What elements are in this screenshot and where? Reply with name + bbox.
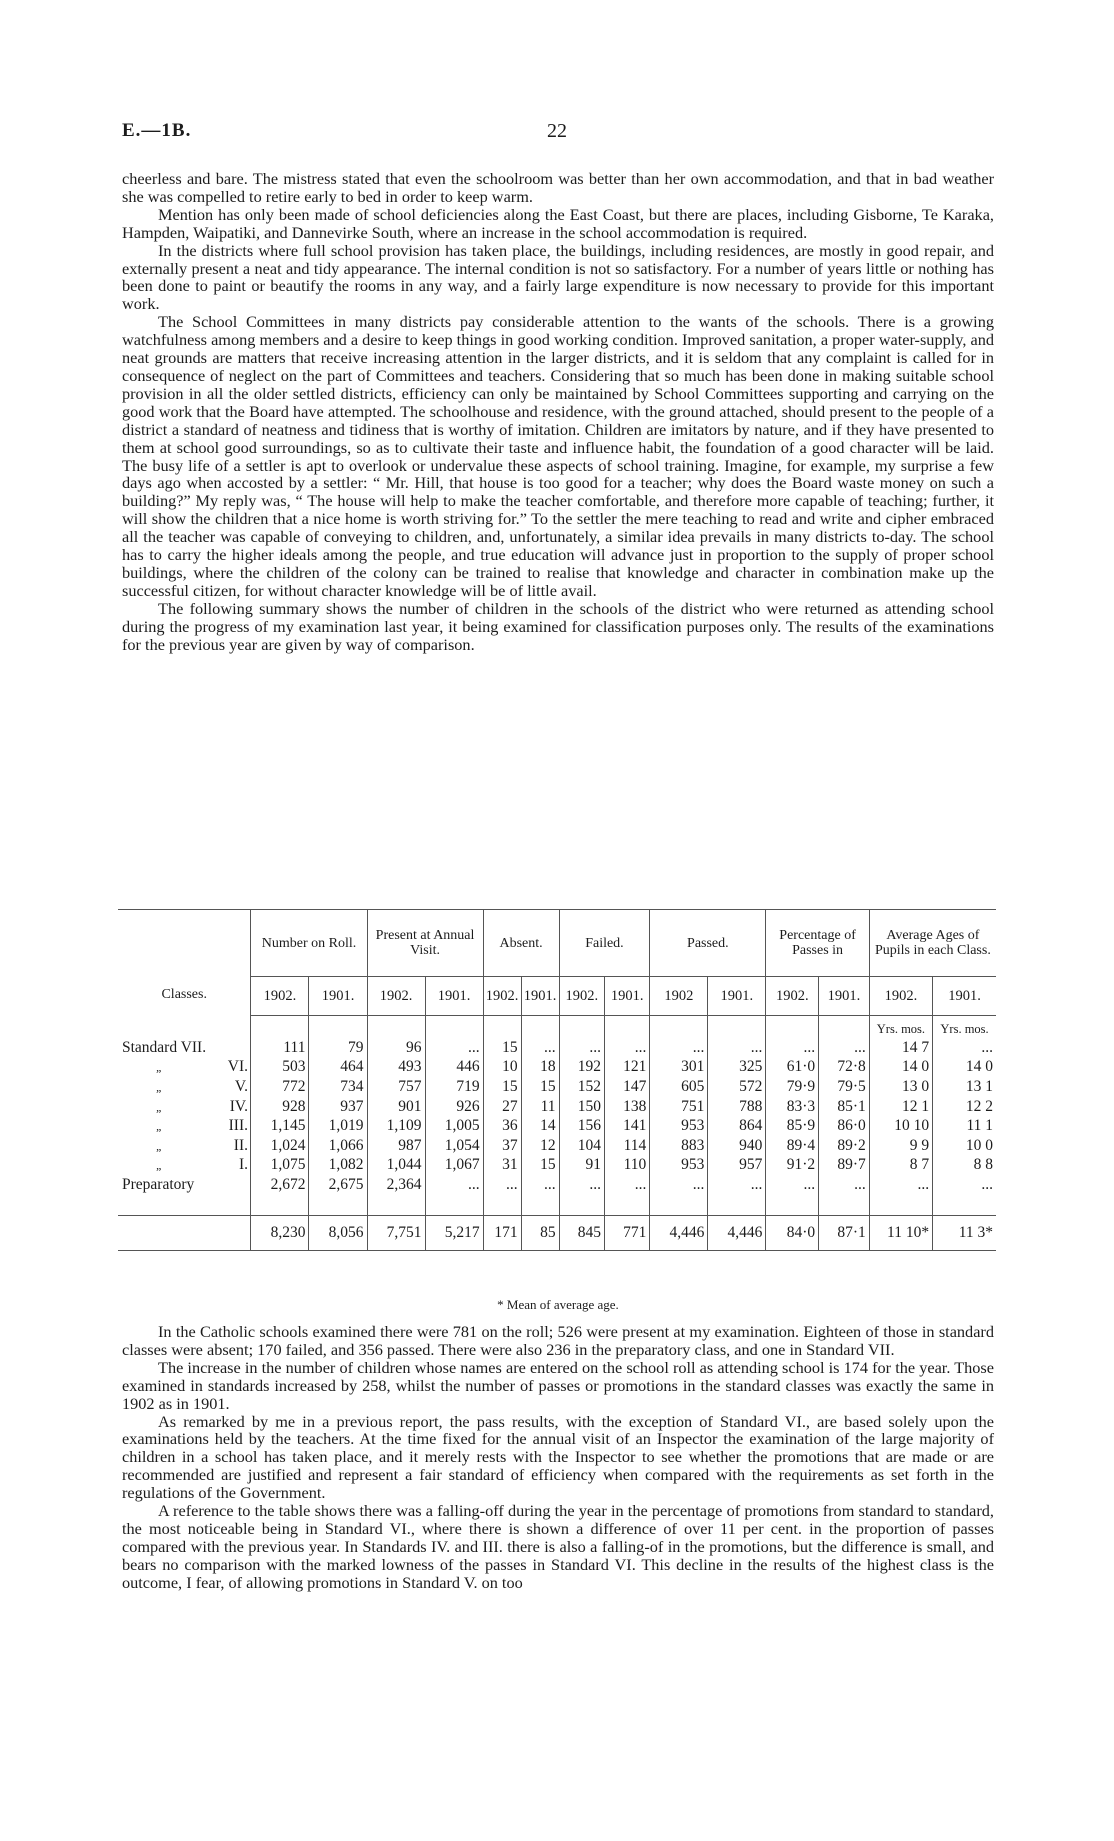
table-cell: 883 (650, 1136, 708, 1156)
paragraph: In the districts where full school provision has taken place, the buildings, including residences, are mostly in good repair, and externally present a neat and tidy appearance. The internal condition is not so satisfactory. For a number of years little or nothing has been done to paint or beautify the rooms in any way, and a fairly large expenditure is now necessary to provide for this important work. (122, 240, 994, 314)
year-header: 1902. (766, 977, 819, 1016)
table-cell: 1,066 (309, 1136, 367, 1156)
class-name: Preparatory (122, 1175, 195, 1193)
class-name: III. (228, 1117, 248, 1135)
summary-table-container (118, 909, 996, 1251)
total-cell: 5,217 (425, 1215, 483, 1250)
table-cell: 14 7 (869, 1038, 932, 1058)
table-cell: 11 1 (933, 1116, 996, 1136)
total-cell: 771 (604, 1215, 649, 1250)
paragraph: Mention has only been made of school deficiencies along the East Coast, but there are places, including Gisborne, Te Karaka, Hampden, Waipatiki, and Dannevirke South, where an increase in the school accommodation is required. (122, 204, 994, 242)
table-cell: 572 (708, 1077, 766, 1097)
year-header: 1901. (425, 977, 483, 1016)
table-cell: 937 (309, 1097, 367, 1117)
class-name: II. (233, 1136, 248, 1154)
table-cell: 8 7 (869, 1156, 932, 1176)
table-cell: 89·2 (819, 1136, 870, 1156)
paragraph: The following summary shows the number of children in the schools of the district who were returned as attending school during the progress of my examination last year, it being examined for classification purposes only. The results of the examinations for the previous year are given by way of comparison. (122, 598, 994, 654)
table-cell: 757 (367, 1077, 425, 1097)
table-cell: 91 (559, 1156, 604, 1176)
table-cell: 36 (483, 1116, 521, 1136)
table-cell: 1,082 (309, 1156, 367, 1176)
year-header: 1901. (521, 977, 559, 1016)
body-text-top (122, 170, 994, 653)
table-cell: 14 0 (933, 1058, 996, 1078)
table-cell: 15 (483, 1038, 521, 1058)
table-cell: 1,145 (251, 1116, 309, 1136)
table-cell: ... (869, 1175, 932, 1195)
total-cell: 4,446 (708, 1215, 766, 1250)
paragraph: The increase in the number of children whose names are entered on the school roll as attending school is 174 for the year. Those examined in standards increased by 258, whilst the number of passes or promotions in the standard classes was exactly the same in 1902 as in 1901. (122, 1357, 994, 1413)
table-cell: 772 (251, 1077, 309, 1097)
table-cell: 27 (483, 1097, 521, 1117)
table-cell: 147 (604, 1077, 649, 1097)
table-cell: 301 (650, 1058, 708, 1078)
table-cell: 325 (708, 1058, 766, 1078)
table-cell: 9 9 (869, 1136, 932, 1156)
total-cell: 11 3* (933, 1215, 996, 1250)
ditto-mark: „ (156, 1060, 163, 1075)
table-cell: 79·5 (819, 1077, 870, 1097)
table-cell: 152 (559, 1077, 604, 1097)
total-cell: 84·0 (766, 1215, 819, 1250)
paragraph: The School Committees in many districts pay considerable attention to the wants of the schools. There is a growing watchfulness among members and a desire to keep things in good working condition. Improved sanitation, a proper water-supply, and neat grounds are matters that receive increasing attention in the larger districts, and it is seldom that any complaint is called for in consequence of neglect on the part of Committees and teachers. Considering that so much has been done in making suitable school provision in all the older settled districts, efficiency can only be maintained by School Committees supporting and carrying on the good work that the Board have attempted. The schoolhouse and residence, with the ground attached, should present to the people of a district a standard of neatness and tidiness that is worthy of imitation. Children are imitators by nature, and if they have presented to them at school good surroundings, so as to cultivate their taste and influence habit, the foundation of a good character will be laid. The busy life of a settler is apt to overlook or undervalue these aspects of school training. Imagine, for example, my surprise a few days ago when accosted by a settler: “ Mr. Hill, that house is too good for a teacher; why does the Board waste money on such a building?” My reply was, “ The house will help to make the teacher comfortable, and therefore more capable of teaching; further, it will show the children that a nice home is worth striving for.” To the settler the mere teaching to read and write and cipher embraced all the teacher was capable of conveying to children, and, unfortunately, a similar idea prevails in many districts to-day. The school has to carry the higher ideals among the people, and true education will advance just in proportion to the supply of proper school buildings, where the children of the colony can be trained to realise that knowledge and character in combination make up the successful citizen, for without character knowledge will be of little avail. (122, 312, 994, 600)
year-header: 1901. (708, 977, 766, 1016)
table-cell: 86·0 (819, 1116, 870, 1136)
table-cell: ... (604, 1038, 649, 1058)
table-cell: 15 (521, 1156, 559, 1176)
table-cell: 987 (367, 1136, 425, 1156)
table-cell: 8 8 (933, 1156, 996, 1176)
table-cell: ... (425, 1175, 483, 1195)
paragraph: A reference to the table shows there was a falling-off during the year in the percentage of promotions from standard to standard, the most noticeable being in Standard VI., where there is shown a difference of over 11 per cent. in the proportion of passes compared with the previous year. In Standards IV. and III. there is also a falling-of in the promotions, but the difference is small, and bears no comparison with the marked lowness of the passes in Standard VI. This decline in the results of the highest class is the outcome, I fear, of allowing promotions in Standard V. on too (122, 1501, 994, 1592)
table-cell: 192 (559, 1058, 604, 1078)
table-cell: 61·0 (766, 1058, 819, 1078)
totals-row (118, 1215, 996, 1250)
year-header: 1902. (483, 977, 521, 1016)
class-name: IV. (229, 1097, 248, 1115)
table-body (118, 1016, 996, 1251)
table-cell: 2,364 (367, 1175, 425, 1195)
header-passed: Passed. (650, 910, 766, 977)
table-cell: 15 (483, 1077, 521, 1097)
age-units-1902: Yrs. mos. (869, 1016, 932, 1039)
table-footnote: * Mean of average age. (497, 1297, 619, 1312)
total-cell: 87·1 (819, 1215, 870, 1250)
table-cell: 446 (425, 1058, 483, 1078)
table-cell: 751 (650, 1097, 708, 1117)
table-cell: 31 (483, 1156, 521, 1176)
page-header (122, 120, 992, 144)
table-row (118, 1156, 996, 1176)
ditto-mark: „ (156, 1138, 163, 1153)
spacer-row (118, 1195, 996, 1216)
total-cell: 8,230 (251, 1215, 309, 1250)
class-label (118, 1058, 251, 1078)
table-cell: 85·1 (819, 1097, 870, 1117)
table-cell: 156 (559, 1116, 604, 1136)
table-cell: 13 0 (869, 1077, 932, 1097)
year-header: 1902. (869, 977, 932, 1016)
page-number: 22 (547, 120, 567, 142)
table-row (118, 1116, 996, 1136)
table-cell: 10 (483, 1058, 521, 1078)
table-cell: 114 (604, 1136, 649, 1156)
table-cell: 940 (708, 1136, 766, 1156)
header-percentage: Percentage of Passes in (766, 910, 869, 977)
table-cell: ... (819, 1038, 870, 1058)
year-header: 1902. (367, 977, 425, 1016)
class-name: I. (238, 1156, 248, 1174)
body-text-bottom (122, 1323, 994, 1592)
table-cell: 14 (521, 1116, 559, 1136)
table-row (118, 1058, 996, 1078)
header-roll: Number on Roll. (251, 910, 367, 977)
header-absent: Absent. (483, 910, 559, 977)
table-cell: ... (766, 1038, 819, 1058)
age-units-1901: Yrs. mos. (933, 1016, 996, 1039)
table-cell: ... (650, 1038, 708, 1058)
table-cell: 15 (521, 1077, 559, 1097)
ditto-mark: „ (156, 1099, 163, 1114)
table-cell: 1,005 (425, 1116, 483, 1136)
paragraph: cheerless and bare. The mistress stated that even the schoolroom was better than her own accommodation, and that in bad weather she was compelled to retire early to bed in order to keep warm. (122, 169, 994, 206)
table-row (118, 1097, 996, 1117)
table-cell: 957 (708, 1156, 766, 1176)
table-cell: 1,067 (425, 1156, 483, 1176)
table-cell: 37 (483, 1136, 521, 1156)
table-cell: 928 (251, 1097, 309, 1117)
table-cell: 10 10 (869, 1116, 932, 1136)
year-header: 1901. (819, 977, 870, 1016)
table-cell: 464 (309, 1058, 367, 1078)
table-cell: 2,675 (309, 1175, 367, 1195)
total-cell: 845 (559, 1215, 604, 1250)
ditto-mark: „ (156, 1119, 163, 1134)
table-cell: 72·8 (819, 1058, 870, 1078)
table-cell: 926 (425, 1097, 483, 1117)
table-cell: 1,054 (425, 1136, 483, 1156)
table-cell: 10 0 (933, 1136, 996, 1156)
table-cell: 605 (650, 1077, 708, 1097)
table-cell: ... (650, 1175, 708, 1195)
table-cell: ... (933, 1038, 996, 1058)
class-name: V. (234, 1077, 248, 1095)
table-cell: ... (604, 1175, 649, 1195)
class-name: VI. (227, 1058, 248, 1076)
table-cell: 83·3 (766, 1097, 819, 1117)
table-cell: 953 (650, 1156, 708, 1176)
table-cell: 12 (521, 1136, 559, 1156)
table-cell: 104 (559, 1136, 604, 1156)
table-cell: 12 1 (869, 1097, 932, 1117)
year-header: 1902. (559, 977, 604, 1016)
table-cell: 14 0 (869, 1058, 932, 1078)
document-reference: E.—1B. (122, 120, 192, 141)
table-cell: ... (425, 1038, 483, 1058)
header-failed: Failed. (559, 910, 650, 977)
total-cell: 171 (483, 1215, 521, 1250)
table-cell: 503 (251, 1058, 309, 1078)
table-cell: 11 (521, 1097, 559, 1117)
table-cell: ... (521, 1175, 559, 1195)
table-cell: ... (819, 1175, 870, 1195)
table-cell: 79·9 (766, 1077, 819, 1097)
table-cell: 864 (708, 1116, 766, 1136)
class-label (118, 1097, 251, 1117)
table-cell: 1,024 (251, 1136, 309, 1156)
paragraph: In the Catholic schools examined there were 781 on the roll; 526 were present at my examination. Eighteen of those in standard classes were absent; 170 failed, and 356 passed. There were also 236 in the preparatory class, and one in Standard VII. (122, 1322, 994, 1359)
table-cell: 89·7 (819, 1156, 870, 1176)
table-cell: 734 (309, 1077, 367, 1097)
table-cell: 121 (604, 1058, 649, 1078)
table-cell: 89·4 (766, 1136, 819, 1156)
table-cell: 1,109 (367, 1116, 425, 1136)
table-cell: ... (559, 1175, 604, 1195)
table-cell: 79 (309, 1038, 367, 1058)
class-label (118, 1136, 251, 1156)
table-cell: ... (521, 1038, 559, 1058)
table-cell: ... (483, 1175, 521, 1195)
table-cell: 141 (604, 1116, 649, 1136)
ditto-mark: „ (156, 1079, 163, 1094)
table-cell: ... (766, 1175, 819, 1195)
year-header: 1901. (604, 977, 649, 1016)
total-cell: 85 (521, 1215, 559, 1250)
year-header: 1902 (650, 977, 708, 1016)
paragraph: As remarked by me in a previous report, the pass results, with the exception of Standard VI., are based solely upon the examinations held by the teachers. At the time fixed for the annual visit of an Inspector the examination of the large majority of children in a school has taken place, and it merely rests with the Inspector to see whether the promotions that are made or are recommended are justified and represent a fair standard of efficiency when compared with the requirements as set forth in the regulations of the Government. (122, 1411, 994, 1503)
class-name: Standard VII. (122, 1038, 207, 1056)
table-cell: 1,044 (367, 1156, 425, 1176)
year-header: 1901. (309, 977, 367, 1016)
total-cell: 4,446 (650, 1215, 708, 1250)
total-cell: 7,751 (367, 1215, 425, 1250)
table-cell: 493 (367, 1058, 425, 1078)
table-cell: 150 (559, 1097, 604, 1117)
table-cell: 111 (251, 1038, 309, 1058)
table-cell: 719 (425, 1077, 483, 1097)
table-cell: 2,672 (251, 1175, 309, 1195)
table-cell: 138 (604, 1097, 649, 1117)
table-cell: 85·9 (766, 1116, 819, 1136)
table-cell: 13 1 (933, 1077, 996, 1097)
table-row (118, 1077, 996, 1097)
table-cell: ... (933, 1175, 996, 1195)
table-cell: 110 (604, 1156, 649, 1176)
table-cell: 788 (708, 1097, 766, 1117)
total-cell: 11 10* (869, 1215, 932, 1250)
header-classes: Classes. (118, 910, 251, 1016)
table-cell: 12 2 (933, 1097, 996, 1117)
table-cell: 953 (650, 1116, 708, 1136)
ditto-mark: „ (156, 1158, 163, 1173)
units-row (118, 1016, 996, 1039)
year-header: 1902. (251, 977, 309, 1016)
class-label (118, 1038, 251, 1058)
table-row (118, 1136, 996, 1156)
class-label (118, 1116, 251, 1136)
table-cell: 96 (367, 1038, 425, 1058)
class-label (118, 1077, 251, 1097)
table-cell: ... (708, 1175, 766, 1195)
table-cell: 91·2 (766, 1156, 819, 1176)
table-cell: ... (708, 1038, 766, 1058)
summary-table (118, 909, 996, 1251)
table-cell: ... (559, 1038, 604, 1058)
table-row (118, 1038, 996, 1058)
table-cell: 1,019 (309, 1116, 367, 1136)
year-header: 1901. (933, 977, 996, 1016)
table-cell: 18 (521, 1058, 559, 1078)
total-cell: 8,056 (309, 1215, 367, 1250)
table-cell: 901 (367, 1097, 425, 1117)
class-label (118, 1175, 251, 1195)
header-ages: Average Ages of Pupils in each Class. (869, 910, 996, 977)
table-row (118, 1175, 996, 1195)
header-present: Present at Annual Visit. (367, 910, 483, 977)
table-cell: 1,075 (251, 1156, 309, 1176)
class-label (118, 1156, 251, 1176)
